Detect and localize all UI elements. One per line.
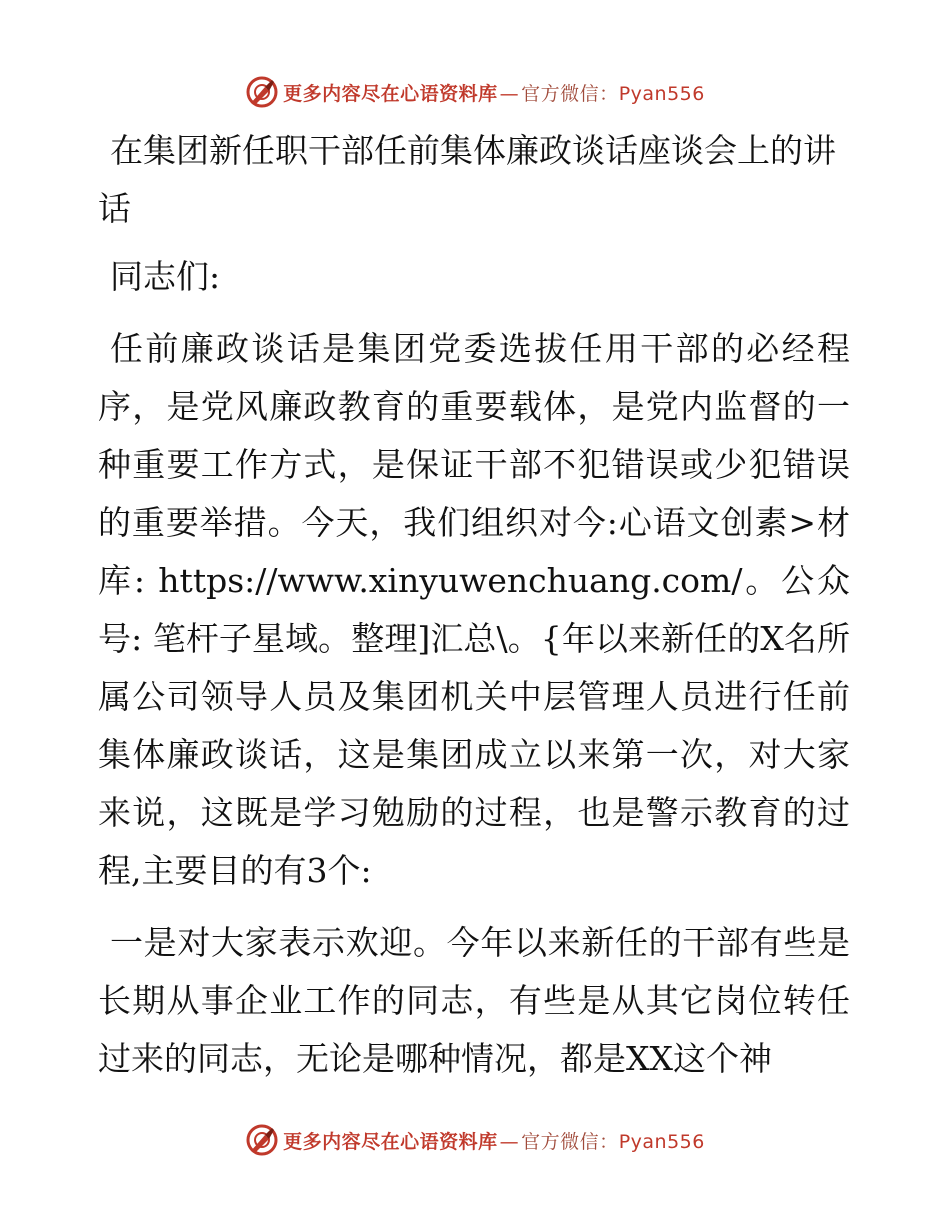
banner-main-text: 更多内容尽在心语资料库 (283, 82, 498, 105)
banner-wechat-id: Pyan556 (618, 82, 705, 105)
document-title: 在集团新任职干部任前集体廉政谈话座谈会上的讲话 (98, 131, 836, 228)
banner-separator: ： (599, 1130, 619, 1153)
banner-label: 官方微信 (521, 82, 600, 105)
banner-main-text: 更多内容尽在心语资料库 (283, 1130, 498, 1153)
footer-banner (0, 1120, 950, 1160)
banner-text (283, 1127, 705, 1154)
banner-text (283, 79, 705, 106)
banner-dash: — (499, 82, 520, 105)
salutation: 同志们: (110, 257, 221, 296)
paragraph-2: 一是对大家表示欢迎。今年以来新任的干部有些是长期从事企业工作的同志，有些是从其它岗位转任过来的同志，无论是哪种情况，都是XX这个神 (98, 923, 850, 1078)
header-banner (0, 72, 950, 112)
pen-logo-icon (245, 75, 279, 109)
banner-dash: — (499, 1130, 520, 1153)
pen-logo-icon (245, 1123, 279, 1157)
banner-wechat-id: Pyan556 (618, 1130, 705, 1153)
document-body (98, 122, 850, 1102)
banner-separator: ： (599, 82, 619, 105)
banner-label: 官方微信 (521, 1130, 600, 1153)
paragraph-1: 任前廉政谈话是集团党委选拔任用干部的必经程序，是党风廉政教育的重要载体，是党内监督的一种重要工作方式，是保证干部不犯错误或少犯错误的重要举措。今天，我们组织对今:心语文创素>材库: https://www.xinyuwenchuang.com/。公众号: 笔杆子星域。整理]汇总\。{年以来新任的X名所属公司领导人员及集团机关中层管理人员进行任前集体廉政谈话，这是集团成立以来第一次，对大家来说，这既是学习勉励的过程，也是警示教育的过程,主要目的有3个: (98, 329, 850, 890)
